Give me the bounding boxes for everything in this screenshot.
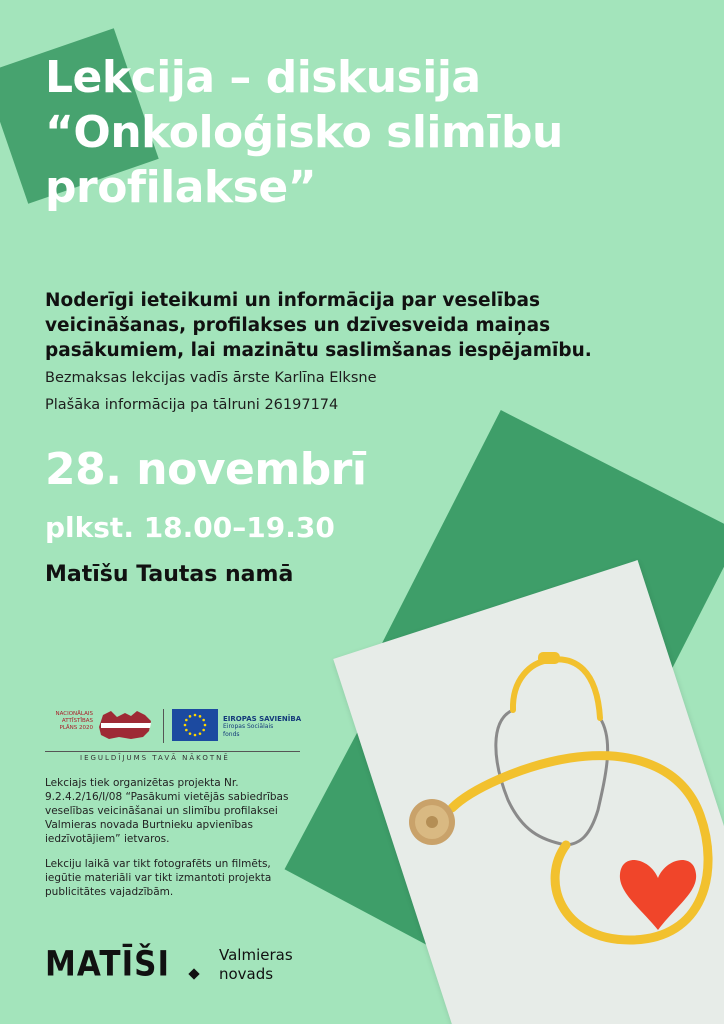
project-note: Lekciajs tiek organizētas projekta Nr. 9.2.4.2/16/I/08 “Pasākumi vietējās sabiedrības veselības veicināšanai un slimību profilaksei Valmieras novada Burtnieku apvienības iedzīvotājiem” ietvaros. [45,777,289,845]
event-time: plkst. 18.00–19.30 [45,511,335,544]
headset-tube [513,659,600,718]
eu-fund-text: EIROPAS SAVIENĪBA Eiropas Sociālais fonds [223,715,302,738]
matisi-wordmark: MATĪŠI [45,944,170,985]
event-title: Lekcija – diskusija “Onkoloģisko slimību profilakse” [45,52,563,213]
eu-star [199,715,202,718]
eu-star [189,715,192,718]
latvia-map-logo [97,707,153,741]
eu-flag-icon [172,709,218,741]
event-date: 28. novembrī [45,444,367,495]
eu-star [189,732,192,735]
eu-star [194,734,197,737]
region-name: Valmieras novads [219,946,293,983]
eu-star [204,724,207,727]
investment-tagline: IEGULDĪJUMS TAVĀ NĀKOTNĒ [80,754,230,762]
funding-logos [45,705,300,747]
eu-star [185,719,188,722]
lecturer-info: Bezmaksas lekcijas vadīs ārste Karlīna Elksne [45,370,377,386]
tube-metal-right [566,718,608,845]
eu-star [199,732,202,735]
eu-star [194,714,197,717]
nap-logo-text: NACIONĀLAIS ATTĪSTĪBAS PLĀNS 2020 [55,711,93,731]
photo-disclaimer: Lekciju laikā var tikt fotografēts un filmēts, iegūtie materiāli var tikt izmantoti projekta publicitātes vajadzībām. [45,858,272,898]
logo-separator [45,751,300,752]
ear-tip [538,652,560,664]
lead-paragraph: Noderīgi ieteikumi un informācija par veselības veicināšanas, profilakses un dzīvesveida maiņas pasākumiem, lai mazinātu saslimšanas iespējamību. [45,290,592,361]
event-place: Matīšu Tautas namā [45,562,294,587]
logo-divider [163,709,164,743]
wordmark-diamond [188,968,199,979]
eu-star [184,724,187,727]
phone-info: Plašāka informācija pa tālruni 26197174 [45,397,339,413]
eu-star [202,729,205,732]
eu-star [202,719,205,722]
eu-star [185,729,188,732]
stethoscope-heart-illustration [400,640,724,960]
